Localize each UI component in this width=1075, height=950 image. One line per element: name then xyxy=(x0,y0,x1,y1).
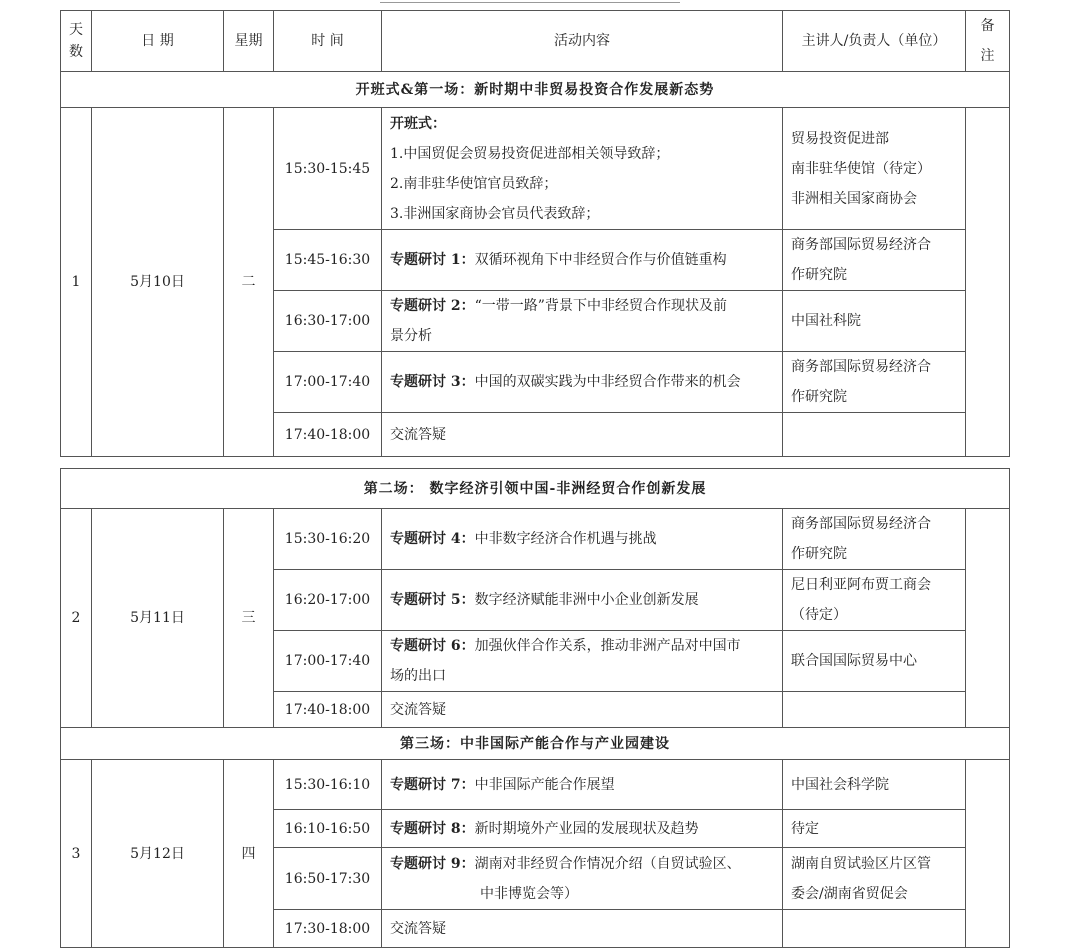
activity-label: 专题研讨 3： xyxy=(390,374,475,390)
activity-line: 2.南非驻华使馆官员致辞； xyxy=(390,175,558,192)
activity-label: 开班式： xyxy=(390,115,446,132)
weekday-cell: 三 xyxy=(224,509,274,728)
speaker-line: 作研究院 xyxy=(791,546,847,562)
col-header-day: 天数 xyxy=(61,11,92,72)
table-row xyxy=(61,760,1010,810)
activity-line: 1.中国贸促会贸易投资促进部相关领导致辞； xyxy=(390,145,670,162)
date-cell: 5月12日 xyxy=(92,760,224,948)
activity-label: 专题研讨 8： xyxy=(390,820,475,837)
activity-line: 双循环视角下中非经贸合作与价值链重构 xyxy=(474,252,727,268)
schedule-table-2 xyxy=(60,468,1010,948)
table-row xyxy=(61,509,1010,570)
activity-label: 专题研讨 4： xyxy=(390,531,475,547)
date-cell: 5月10日 xyxy=(92,108,224,457)
activity-line: 新时期境外产业园的发展现状及趋势 xyxy=(474,820,699,837)
day-cell: 3 xyxy=(61,760,92,948)
time-cell: 15:30-16:10 xyxy=(274,760,382,810)
session-title: 开班式&第一场：新时期中非贸易投资合作发展新态势 xyxy=(61,72,1010,108)
speaker-line: 作研究院 xyxy=(791,389,847,405)
activity-label: 专题研讨 9： xyxy=(390,855,475,872)
speaker-cell xyxy=(783,848,966,910)
activity-line: 中非国际产能合作展望 xyxy=(474,776,615,793)
activity-line: 场的出口 xyxy=(390,668,446,684)
activity-label: 专题研讨 5： xyxy=(390,592,475,608)
time-cell: 15:30-15:45 xyxy=(274,108,382,230)
note-cell xyxy=(966,509,1010,728)
weekday-cell: 四 xyxy=(224,760,274,948)
session-title-row xyxy=(61,72,1010,108)
activity-cell xyxy=(382,810,783,848)
speaker-cell xyxy=(783,291,966,352)
activity-cell xyxy=(382,631,783,692)
activity-cell xyxy=(382,352,783,413)
speaker-cell xyxy=(783,810,966,848)
date-cell: 5月11日 xyxy=(92,509,224,728)
speaker-line: 湖南自贸试验区片区管 xyxy=(791,855,931,872)
activity-cell xyxy=(382,291,783,352)
speaker-line: 委会/湖南省贸促会 xyxy=(791,885,908,902)
table-header-row xyxy=(61,11,1010,72)
activity-label: 专题研讨 7： xyxy=(390,776,475,793)
time-cell: 17:40-18:00 xyxy=(274,413,382,457)
time-cell: 16:50-17:30 xyxy=(274,848,382,910)
speaker-line: 商务部国际贸易经济合 xyxy=(791,237,931,253)
activity-cell xyxy=(382,570,783,631)
activity-line: 加强伙伴合作关系，推动非洲产品对中国市 xyxy=(474,638,741,654)
weekday-cell: 二 xyxy=(224,108,274,457)
speaker-line: 中国社会科学院 xyxy=(791,776,889,793)
col-header-date: 日 期 xyxy=(92,11,224,72)
speaker-cell xyxy=(783,631,966,692)
activity-cell xyxy=(382,760,783,810)
col-header-time: 时 间 xyxy=(274,11,382,72)
speaker-line: 非洲相关国家商协会 xyxy=(791,190,917,207)
activity-label: 专题研讨 2： xyxy=(390,298,475,314)
time-cell: 15:30-16:20 xyxy=(274,509,382,570)
speaker-cell xyxy=(783,352,966,413)
activity-cell: 交流答疑 xyxy=(382,692,783,728)
activity-line: 数字经济赋能非洲中小企业创新发展 xyxy=(474,592,699,608)
day-cell: 1 xyxy=(61,108,92,457)
speaker-line: 中国社科院 xyxy=(791,313,861,329)
activity-label: 专题研讨 6： xyxy=(390,638,475,654)
activity-line: 中国的双碳实践为中非经贸合作带来的机会 xyxy=(474,374,741,390)
speaker-line: 尼日利亚阿布贾工商会 xyxy=(791,577,931,593)
speaker-cell xyxy=(783,230,966,291)
time-cell: 16:10-16:50 xyxy=(274,810,382,848)
speaker-line: 贸易投资促进部 xyxy=(791,130,889,147)
speaker-cell xyxy=(783,108,966,230)
activity-label: 专题研讨 1： xyxy=(390,252,475,268)
speaker-cell xyxy=(783,509,966,570)
time-cell: 17:00-17:40 xyxy=(274,631,382,692)
table-row xyxy=(61,108,1010,230)
activity-line: 3.非洲国家商协会官员代表致辞； xyxy=(390,205,600,222)
time-cell: 17:00-17:40 xyxy=(274,352,382,413)
col-header-speaker: 主讲人/负责人（单位） xyxy=(783,11,966,72)
speaker-line: 联合国国际贸易中心 xyxy=(791,653,917,669)
note-cell xyxy=(966,108,1010,457)
activity-line: “一带一路”背景下中非经贸合作现状及前 xyxy=(474,298,727,314)
activity-cell xyxy=(382,230,783,291)
note-cell xyxy=(966,760,1010,948)
col-header-weekday: 星期 xyxy=(224,11,274,72)
time-cell: 16:30-17:00 xyxy=(274,291,382,352)
speaker-cell xyxy=(783,570,966,631)
cropped-title-remnant xyxy=(380,0,680,3)
speaker-line: 南非驻华使馆（待定） xyxy=(791,160,931,177)
speaker-cell xyxy=(783,692,966,728)
session-title-row xyxy=(61,469,1010,509)
speaker-line: 待定 xyxy=(791,820,819,837)
speaker-cell xyxy=(783,413,966,457)
time-cell: 17:30-18:00 xyxy=(274,910,382,948)
session-title: 第二场： 数字经济引领中国-非洲经贸合作创新发展 xyxy=(61,469,1010,509)
speaker-line: 作研究院 xyxy=(791,267,847,283)
activity-line: 中非博览会等） xyxy=(480,885,578,902)
speaker-line: 商务部国际贸易经济合 xyxy=(791,359,931,375)
schedule-table-1 xyxy=(60,10,1010,457)
col-header-activity: 活动内容 xyxy=(382,11,783,72)
activity-cell: 交流答疑 xyxy=(382,413,783,457)
session-title-row xyxy=(61,728,1010,760)
speaker-cell xyxy=(783,910,966,948)
time-cell: 17:40-18:00 xyxy=(274,692,382,728)
activity-cell xyxy=(382,509,783,570)
speaker-cell xyxy=(783,760,966,810)
activity-cell xyxy=(382,108,783,230)
session-title: 第三场：中非国际产能合作与产业园建设 xyxy=(61,728,1010,760)
activity-line: 中非数字经济合作机遇与挑战 xyxy=(474,531,657,547)
activity-cell: 交流答疑 xyxy=(382,910,783,948)
time-cell: 15:45-16:30 xyxy=(274,230,382,291)
activity-cell xyxy=(382,848,783,910)
speaker-line: （待定） xyxy=(791,607,847,623)
activity-line: 景分析 xyxy=(390,328,432,344)
speaker-line: 商务部国际贸易经济合 xyxy=(791,516,931,532)
day-cell: 2 xyxy=(61,509,92,728)
col-header-note: 备注 xyxy=(966,11,1010,72)
activity-line: 湖南对非经贸合作情况介绍（自贸试验区、 xyxy=(474,855,741,872)
time-cell: 16:20-17:00 xyxy=(274,570,382,631)
